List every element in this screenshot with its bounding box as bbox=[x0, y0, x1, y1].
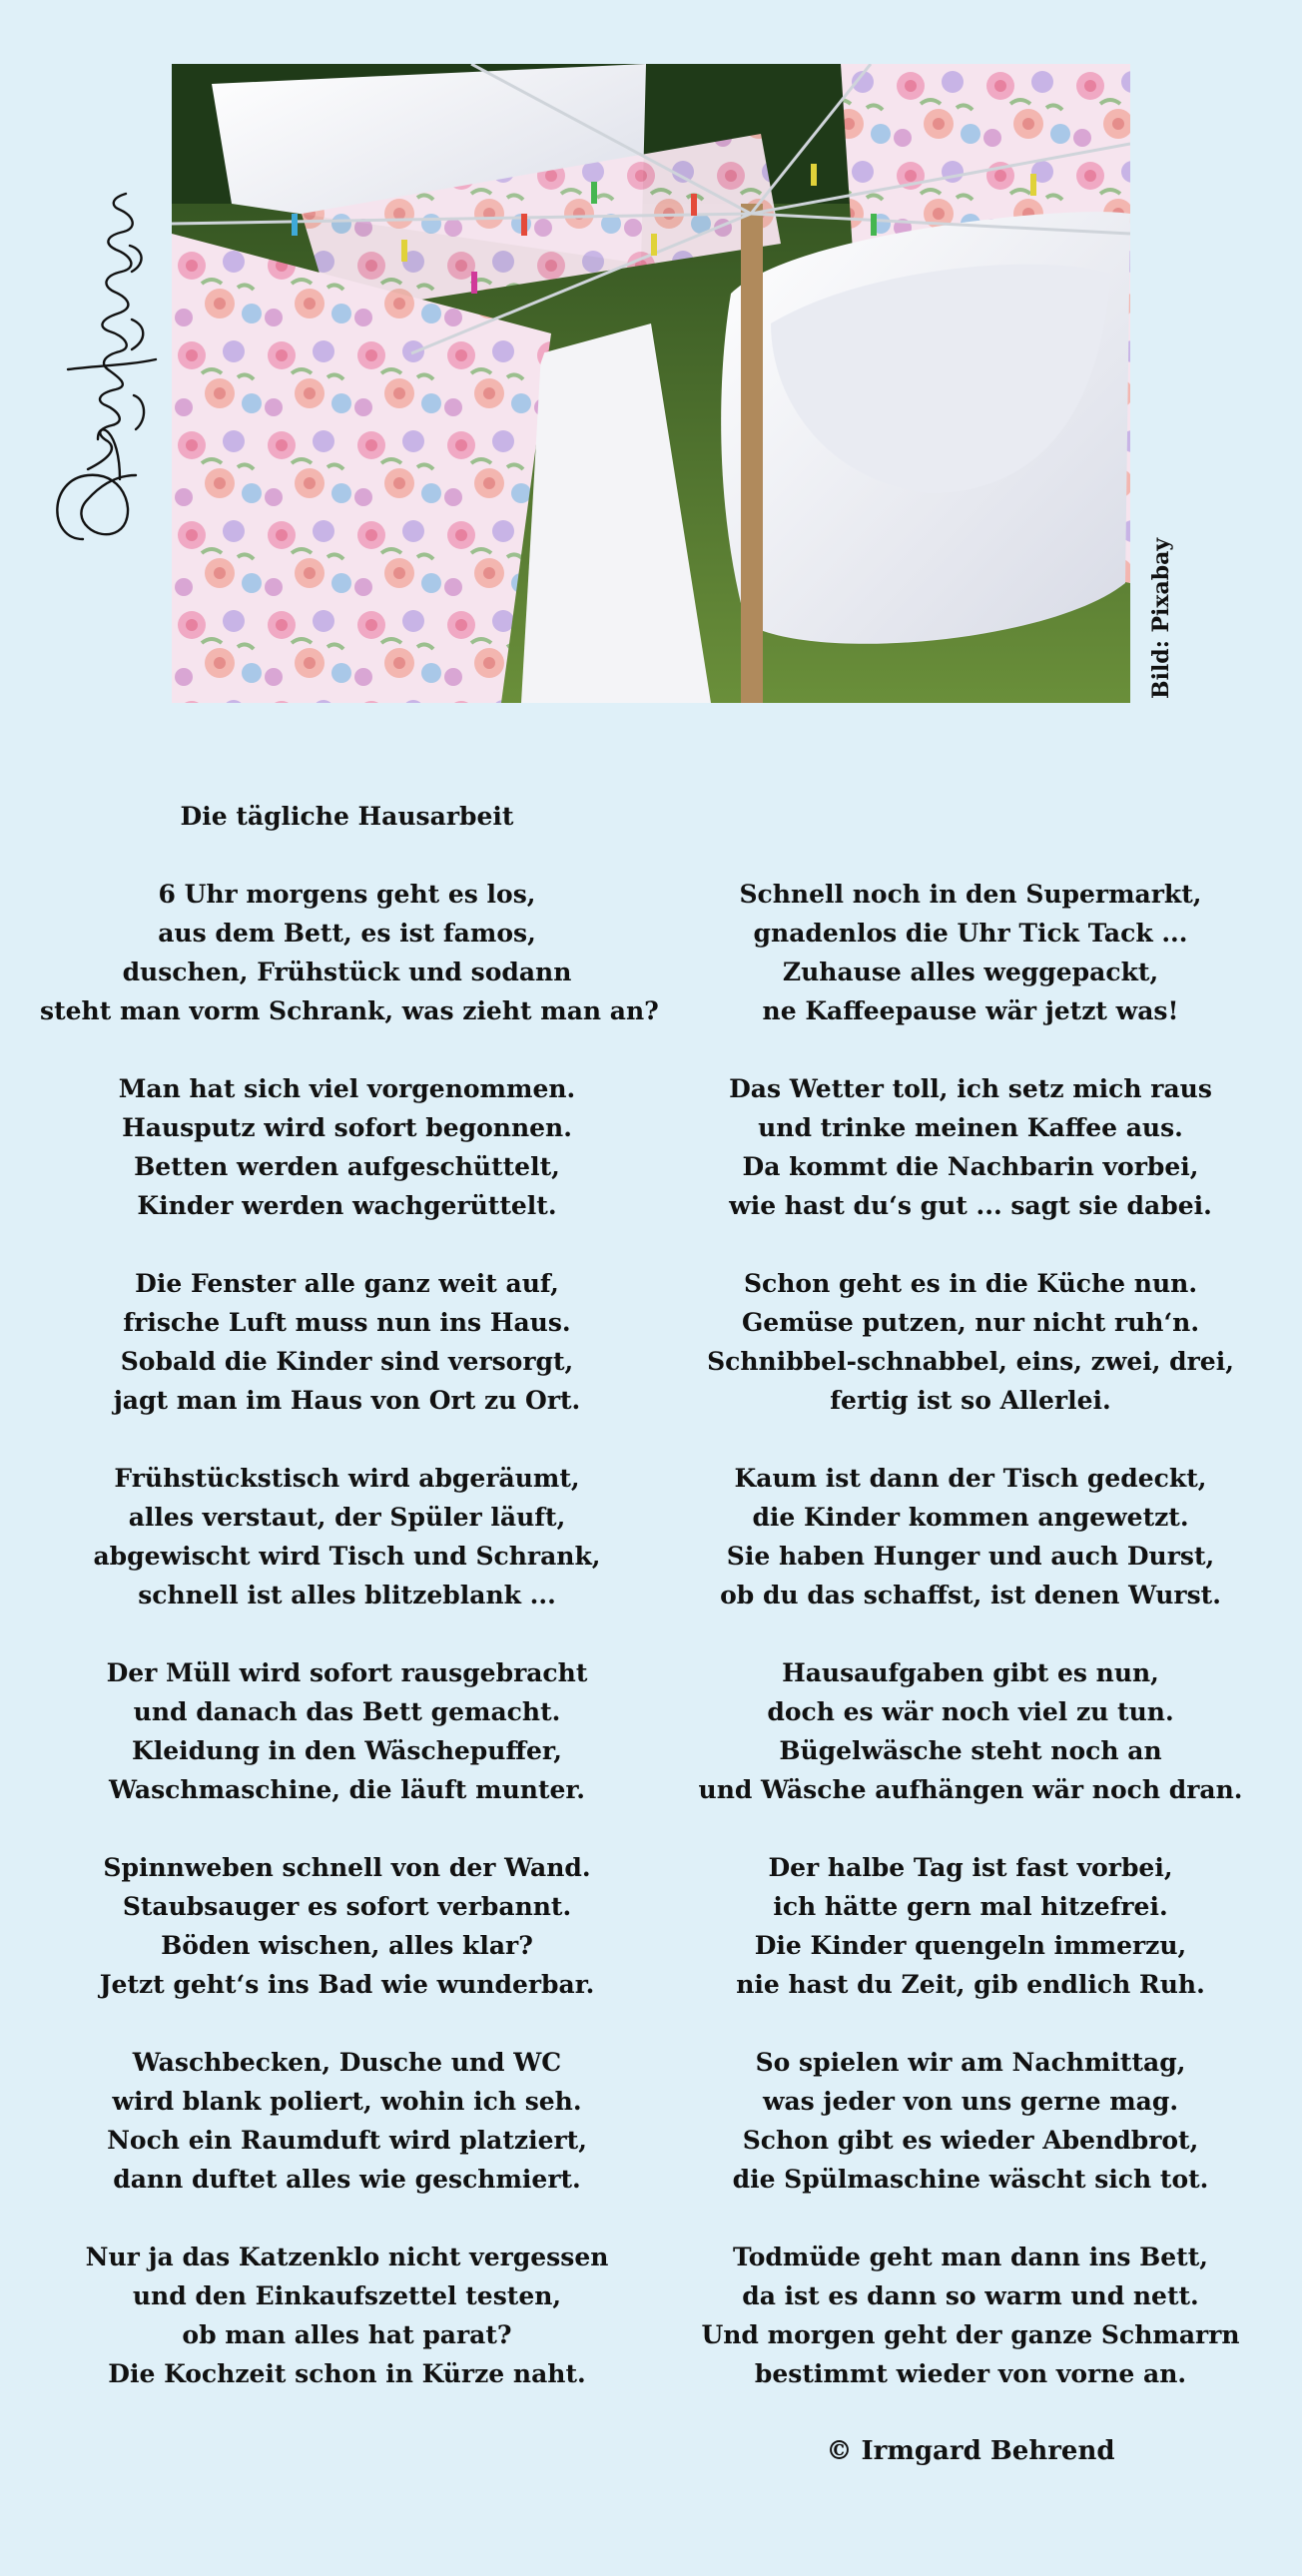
poem-line: bestimmt wieder von vorne an. bbox=[754, 2359, 1187, 2388]
poem-line: aus dem Bett, es ist famos, bbox=[158, 919, 536, 948]
poem-line: und den Einkaufszettel testen, bbox=[132, 2281, 562, 2310]
poem-line: doch es wär noch viel zu tun. bbox=[767, 1697, 1174, 1726]
poem-line: schnell ist alles blitzeblank ... bbox=[138, 1581, 556, 1610]
poem-line: Der halbe Tag ist fast vorbei, bbox=[768, 1853, 1173, 1882]
poem-line: steht man vorm Schrank, was zieht man an? bbox=[40, 996, 659, 1025]
poem-line: Die Kochzeit schon in Kürze naht. bbox=[108, 2359, 586, 2388]
stanza bbox=[40, 1848, 654, 2004]
poem-line: dann duftet alles wie geschmiert. bbox=[113, 2165, 581, 2194]
poem-line: frische Luft muss nun ins Haus. bbox=[123, 1308, 571, 1337]
poem-line: da ist es dann so warm und nett. bbox=[742, 2281, 1199, 2310]
poem-line: Das Wetter toll, ich setz mich raus bbox=[729, 1074, 1212, 1103]
right-stanzas bbox=[671, 875, 1270, 2393]
poem-line: und trinke meinen Kaffee aus. bbox=[758, 1113, 1183, 1142]
poem-line: Hausaufgaben gibt es nun, bbox=[782, 1658, 1159, 1687]
poem-line: ne Kaffeepause wär jetzt was! bbox=[762, 996, 1179, 1025]
poem-line: und danach das Bett gemacht. bbox=[133, 1697, 561, 1726]
poem-line: alles verstaut, der Spüler läuft, bbox=[128, 1503, 566, 1532]
poem-line: jagt man im Haus von Ort zu Ort. bbox=[113, 1386, 581, 1415]
poem-line: Schnell noch in den Supermarkt, bbox=[739, 880, 1202, 909]
poem-column-right bbox=[671, 875, 1270, 2471]
laundry-illustration bbox=[172, 64, 1130, 703]
poem-line: ich hätte gern mal hitzefrei. bbox=[773, 1892, 1168, 1921]
poem-line: Kaum ist dann der Tisch gedeckt, bbox=[734, 1464, 1207, 1493]
poem-line: Spinnweben schnell von der Wand. bbox=[103, 1853, 591, 1882]
stanza bbox=[40, 2238, 654, 2393]
poem-line: Sobald die Kinder sind versorgt, bbox=[120, 1347, 574, 1376]
photo-credit-text: Bild: Pixabay bbox=[1148, 537, 1174, 699]
poem-line: ob du das schaffst, ist denen Wurst. bbox=[720, 1581, 1221, 1610]
stanza bbox=[671, 1459, 1270, 1614]
stanza bbox=[40, 2043, 654, 2199]
poem-line: Schon gibt es wieder Abendbrot, bbox=[742, 2126, 1199, 2155]
poem-line: ob man alles hat parat? bbox=[182, 2320, 512, 2349]
poem-line: Man hat sich viel vorgenommen. bbox=[118, 1074, 576, 1103]
poem-line: Der Müll wird sofort rausgebracht bbox=[106, 1658, 588, 1687]
poem-title: Die tägliche Hausarbeit bbox=[180, 802, 514, 831]
poem-line: Hausputz wird sofort begonnen. bbox=[122, 1113, 572, 1142]
poem-line: Und morgen geht der ganze Schmarrn bbox=[701, 2320, 1240, 2349]
poem-line: Jetzt geht‘s ins Bad wie wunderbar. bbox=[99, 1970, 595, 1999]
poem-line: Sie haben Hunger und auch Durst, bbox=[726, 1542, 1215, 1571]
stanza bbox=[40, 875, 659, 1030]
poem-line: Nur ja das Katzenklo nicht vergessen bbox=[85, 2243, 609, 2271]
poem-line: abgewischt wird Tisch und Schrank, bbox=[93, 1542, 601, 1571]
brand-logo bbox=[28, 180, 178, 559]
poem-line: und Wäsche aufhängen wär noch dran. bbox=[698, 1775, 1243, 1804]
stanza bbox=[671, 2238, 1270, 2393]
poem-line: Zuhause alles weggepackt, bbox=[782, 958, 1159, 986]
poem-line: wie hast du‘s gut ... sagt sie dabei. bbox=[729, 1191, 1212, 1220]
stanza bbox=[40, 1264, 654, 1420]
hero-photo bbox=[172, 64, 1130, 703]
stanza bbox=[40, 1653, 654, 1809]
stanza bbox=[671, 2043, 1270, 2199]
poem-line: Betten werden aufgeschüttelt, bbox=[134, 1152, 560, 1181]
brand-logo-script bbox=[28, 180, 178, 559]
poem-line: die Kinder kommen angewetzt. bbox=[752, 1503, 1189, 1532]
poem-line: Kinder werden wachgerüttelt. bbox=[137, 1191, 557, 1220]
stanza bbox=[671, 1848, 1270, 2004]
poem-line: Noch ein Raumduft wird platziert, bbox=[107, 2126, 587, 2155]
left-stanzas bbox=[40, 875, 659, 2393]
stanza bbox=[671, 1069, 1270, 1225]
poem-line: Die Fenster alle ganz weit auf, bbox=[135, 1269, 559, 1298]
poem-line: was jeder von uns gerne mag. bbox=[762, 2087, 1179, 2116]
poem-line: nie hast du Zeit, gib endlich Ruh. bbox=[736, 1970, 1205, 1999]
stanza bbox=[40, 1069, 654, 1225]
poem-line: duschen, Frühstück und sodann bbox=[122, 958, 572, 986]
poem-line: gnadenlos die Uhr Tick Tack ... bbox=[753, 919, 1188, 948]
poem-line: Gemüse putzen, nur nicht ruh‘n. bbox=[741, 1308, 1200, 1337]
poem-line: die Spülmaschine wäscht sich tot. bbox=[732, 2165, 1209, 2194]
poem-line: Kleidung in den Wäschepuffer, bbox=[132, 1736, 562, 1765]
poem-line: 6 Uhr morgens geht es los, bbox=[158, 880, 536, 909]
poem-line: Da kommt die Nachbarin vorbei, bbox=[742, 1152, 1199, 1181]
stanza bbox=[671, 1264, 1270, 1420]
poem-line: Die Kinder quengeln immerzu, bbox=[754, 1931, 1187, 1960]
stanza bbox=[671, 1653, 1270, 1809]
poem-line: Frühstückstisch wird abgeräumt, bbox=[114, 1464, 580, 1493]
copyright-line: © Irmgard Behrend bbox=[826, 2436, 1115, 2466]
poem-line: fertig ist so Allerlei. bbox=[830, 1386, 1111, 1415]
poem-line: Waschbecken, Dusche und WC bbox=[132, 2048, 562, 2077]
poem-line: Waschmaschine, die läuft munter. bbox=[109, 1775, 585, 1804]
poem-line: wird blank poliert, wohin ich seh. bbox=[112, 2087, 582, 2116]
poem-line: Todmüde geht man dann ins Bett, bbox=[733, 2243, 1208, 2271]
poem-column-left bbox=[40, 797, 659, 2432]
poem-line: Staubsauger es sofort verbannt. bbox=[122, 1892, 572, 1921]
poem-line: Schnibbel-schnabbel, eins, zwei, drei, bbox=[707, 1347, 1234, 1376]
stanza bbox=[671, 875, 1270, 1030]
poem-line: So spielen wir am Nachmittag, bbox=[755, 2048, 1186, 2077]
stanza bbox=[40, 1459, 654, 1614]
poem-line: Schon geht es in die Küche nun. bbox=[743, 1269, 1198, 1298]
poem-line: Böden wischen, alles klar? bbox=[161, 1931, 533, 1960]
poem-line: Bügelwäsche steht noch an bbox=[779, 1736, 1162, 1765]
